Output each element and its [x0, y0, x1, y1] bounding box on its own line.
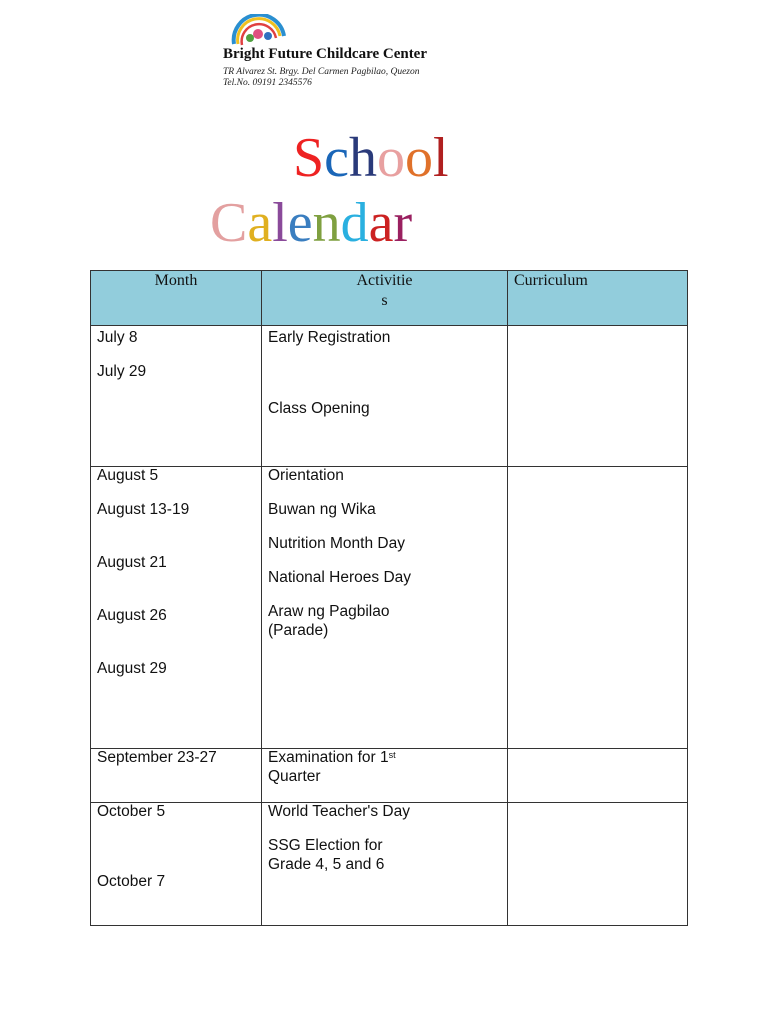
header-curriculum-label: Curriculum — [514, 272, 588, 289]
month-cell — [91, 749, 262, 803]
title-letter: l — [272, 192, 288, 254]
header-month-label: Month — [154, 272, 198, 289]
curriculum-cell — [508, 803, 688, 926]
activity-item: Buwan ng Wika — [268, 501, 376, 518]
school-telephone: Tel.No. 09191 2345576 — [223, 78, 312, 88]
header-activities-label: Activities — [356, 272, 413, 309]
activity-cell — [262, 467, 508, 749]
month-item: July 29 — [97, 363, 147, 380]
activity-item: Quarter — [268, 768, 321, 785]
table-row — [91, 803, 688, 926]
curriculum-cell — [508, 326, 688, 467]
month-cell — [91, 467, 262, 749]
activity-item: National Heroes Day — [268, 569, 412, 586]
school-calendar-table — [90, 270, 688, 926]
title-letter: c — [324, 127, 350, 189]
table-row — [91, 467, 688, 749]
header-month — [91, 271, 262, 326]
title-letter: S — [293, 127, 325, 189]
month-item: August 26 — [97, 607, 167, 624]
month-item: September 23-27 — [97, 749, 217, 766]
header-activities — [262, 271, 508, 326]
title-letter: h — [349, 127, 378, 189]
activity-item: Orientation — [268, 467, 344, 484]
month-item: August 21 — [97, 554, 167, 571]
title-letter: o — [377, 127, 406, 189]
school-name: Bright Future Childcare Center — [223, 46, 428, 62]
month-item: August 29 — [97, 660, 167, 677]
title-letter: a — [368, 192, 394, 254]
ordinal-suffix: st — [388, 750, 396, 760]
month-item: August 13-19 — [97, 501, 190, 518]
month-cell — [91, 803, 262, 926]
month-item: July 8 — [97, 329, 138, 346]
school-address: TR Alvarez St. Brgy. Del Carmen Pagbilao, Quezon — [223, 67, 420, 77]
table-header-row — [91, 271, 688, 326]
month-item: August 5 — [97, 467, 159, 484]
title-letter: o — [405, 127, 434, 189]
title-letter: C — [210, 192, 248, 254]
activity-item: Araw ng Pagbilao (Parade) — [268, 603, 390, 639]
table-row — [91, 749, 688, 803]
month-item: October 7 — [97, 873, 166, 890]
title-letter: n — [312, 192, 341, 254]
title-letter: d — [340, 192, 369, 254]
activity-item — [268, 748, 396, 767]
activity-item: Early Registration — [268, 329, 391, 346]
activity-cell — [262, 326, 508, 467]
title-letter: r — [393, 192, 413, 254]
activity-item: Nutrition Month Day — [268, 535, 405, 552]
activity-item: SSG Election for Grade 4, 5 and 6 — [268, 837, 385, 873]
title-calendar — [210, 192, 413, 254]
header-curriculum — [508, 271, 688, 326]
table-row — [91, 326, 688, 467]
curriculum-cell — [508, 749, 688, 803]
activity-cell — [262, 803, 508, 926]
activity-item: World Teacher's Day — [268, 803, 410, 820]
month-item: October 5 — [97, 803, 166, 820]
title-letter: l — [433, 127, 449, 189]
title-letter: e — [287, 192, 313, 254]
title-letter: a — [247, 192, 273, 254]
activity-cell — [262, 749, 508, 803]
title-school — [293, 127, 449, 189]
curriculum-cell — [508, 467, 688, 749]
activity-item: Class Opening — [268, 400, 370, 417]
month-cell — [91, 326, 262, 467]
activity-text: Examination for 1 — [268, 749, 389, 766]
